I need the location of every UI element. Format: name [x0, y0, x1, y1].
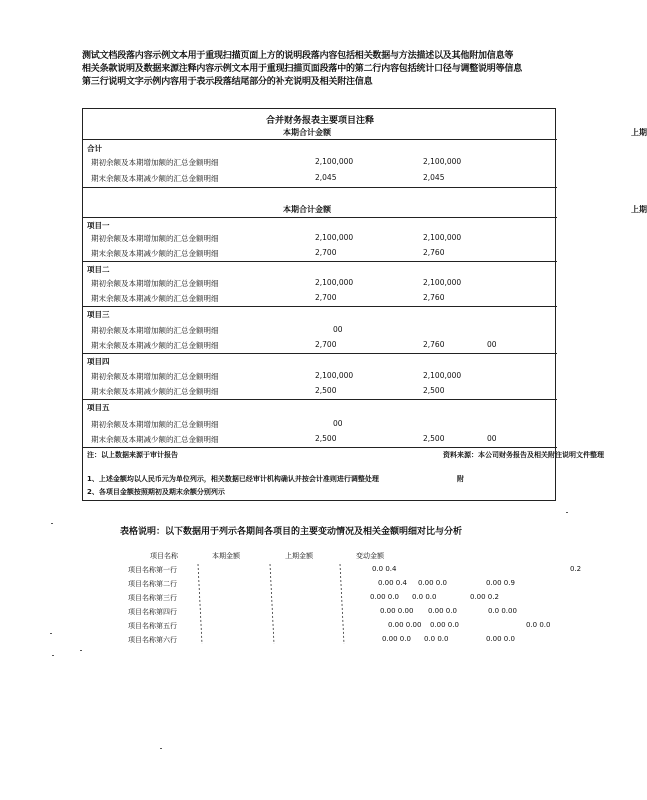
- row-label: 期末余额及本期减少额的汇总金额明细: [91, 341, 219, 350]
- scan-speck: [80, 650, 82, 651]
- scan-speck: [52, 655, 54, 656]
- section-label: 合计: [87, 144, 102, 153]
- divider: [83, 306, 557, 307]
- row-label: 期初余额及本期增加额的汇总金额明细: [91, 234, 219, 243]
- row-value: 00: [487, 434, 497, 443]
- row-label: 期初余额及本期增加额的汇总金额明细: [91, 158, 219, 167]
- divider: [83, 139, 557, 140]
- scan-speck: [160, 748, 162, 749]
- row-value: 2,500: [423, 434, 445, 443]
- mini-cell: 0.00 0.0: [382, 635, 411, 643]
- mini-row-label: 项目名称第一行: [128, 566, 177, 574]
- row-value: 2,100,000: [423, 157, 462, 166]
- scan-mark: [270, 564, 274, 644]
- row-value: 2,760: [423, 340, 445, 349]
- row-value: 00: [333, 325, 343, 334]
- mini-row-label: 项目名称第二行: [128, 580, 177, 588]
- table-note: 2、各项目金额按照期初及期末余额分别列示: [87, 488, 225, 496]
- mini-cell: 0.00 0.0: [430, 621, 459, 629]
- mini-cell: 0.00 0.0: [428, 607, 457, 615]
- mini-cell: 0.0 0.0: [412, 593, 437, 601]
- column-header-current: 本期合计金额: [283, 128, 331, 137]
- column-header-current: 本期合计金额: [283, 205, 331, 214]
- mini-cell: 0.00 0.00: [380, 607, 414, 615]
- column-header-prior: 上期: [631, 128, 647, 137]
- mini-cell: 0.00 0.0: [418, 579, 447, 587]
- row-label: 期末余额及本期减少额的汇总金额明细: [91, 294, 219, 303]
- intro-line: 第三行说明文字示例内容用于表示段落结尾部分的补充说明及相关附注信息: [82, 77, 373, 87]
- row-value: 2,700: [315, 248, 337, 257]
- divider: [83, 187, 557, 188]
- mini-cell: 0.00 0.2: [470, 593, 499, 601]
- row-value: 00: [333, 419, 343, 428]
- mini-cell: 0.00 0.0: [486, 635, 515, 643]
- mini-cell: 0.0 0.0: [526, 621, 551, 629]
- mini-cell: 0.2: [570, 565, 582, 573]
- table-source: 资料来源：本公司财务报告及相关附注说明文件整理: [443, 451, 604, 459]
- scan-speck: [51, 523, 53, 524]
- divider: [83, 217, 557, 218]
- table-note-mark: 附: [457, 475, 464, 483]
- row-value: 2,100,000: [315, 278, 354, 287]
- table-title: 合并财务报表主要项目注释: [265, 116, 374, 126]
- row-value: 2,500: [423, 386, 445, 395]
- row-value: 2,700: [315, 293, 337, 302]
- mini-cell: 0.00 0.9: [486, 579, 515, 587]
- table-footnote: 注：以上数据来源于审计报告: [87, 451, 178, 459]
- group-label: 项目四: [87, 357, 110, 366]
- divider: [83, 261, 557, 262]
- scan-speck: [566, 512, 568, 513]
- mini-row-label: 项目名称第三行: [128, 594, 177, 602]
- row-label: 期初余额及本期增加额的汇总金额明细: [91, 372, 219, 381]
- mini-cell: 0.0 0.4: [372, 565, 397, 573]
- intro-line: 相关条款说明及数据来源注释内容示例文本用于重现扫描页面段落中的第二行内容包括统计口径与调整说明等信息: [82, 64, 523, 74]
- mini-row-label: 项目名称第四行: [128, 608, 177, 616]
- row-value: 2,100,000: [315, 157, 354, 166]
- scan-mark: [198, 564, 202, 644]
- mini-header: 项目名称: [150, 552, 178, 560]
- row-value: 2,100,000: [423, 233, 462, 242]
- mini-header: 本期金额: [212, 552, 240, 560]
- row-label: 期初余额及本期增加额的汇总金额明细: [91, 420, 219, 429]
- mini-row-label: 项目名称第六行: [128, 636, 177, 644]
- row-value: 2,045: [423, 173, 445, 182]
- mini-header: 上期金额: [285, 552, 313, 560]
- financial-table: [82, 108, 647, 501]
- row-label: 期末余额及本期减少额的汇总金额明细: [91, 387, 219, 396]
- row-label: 期末余额及本期减少额的汇总金额明细: [91, 174, 219, 183]
- group-label: 项目一: [87, 221, 110, 230]
- mini-cell: 0.0 0.0: [424, 635, 449, 643]
- scan-mark: [340, 564, 344, 644]
- scan-speck: [50, 633, 52, 634]
- mini-cell: 0.00 0.0: [370, 593, 399, 601]
- mini-cell: 0.00 0.4: [378, 579, 407, 587]
- row-value: 2,500: [315, 434, 337, 443]
- group-label: 项目三: [87, 310, 110, 319]
- row-value: 2,760: [423, 248, 445, 257]
- divider: [83, 353, 557, 354]
- row-value: 2,100,000: [423, 371, 462, 380]
- row-value: 2,100,000: [423, 278, 462, 287]
- row-label: 期初余额及本期增加额的汇总金额明细: [91, 279, 219, 288]
- group-label: 项目五: [87, 403, 110, 412]
- mini-cell: 0.00 0.00: [388, 621, 422, 629]
- row-value: 2,045: [315, 173, 337, 182]
- intro-line: 测试文档段落内容示例文本用于重现扫描页面上方的说明段落内容包括相关数据与方法描述以及其他附加信息等: [82, 51, 514, 61]
- intro-paragraph: [82, 50, 616, 89]
- divider: [83, 399, 557, 400]
- row-value: 2,100,000: [315, 233, 354, 242]
- mini-cell: 0.0 0.00: [488, 607, 517, 615]
- row-value: 00: [487, 340, 497, 349]
- row-value: 2,700: [315, 340, 337, 349]
- row-value: 2,100,000: [315, 371, 354, 380]
- row-label: 期末余额及本期减少额的汇总金额明细: [91, 249, 219, 258]
- row-label: 期末余额及本期减少额的汇总金额明细: [91, 435, 219, 444]
- divider: [83, 447, 557, 448]
- table-note: 1、上述金额均以人民币元为单位列示，相关数据已经审计机构确认并按会计准则进行调整处理: [87, 475, 379, 483]
- group-label: 项目二: [87, 265, 110, 274]
- row-value: 2,500: [315, 386, 337, 395]
- row-value: 2,760: [423, 293, 445, 302]
- row-label: 期初余额及本期增加额的汇总金额明细: [91, 326, 219, 335]
- mini-row-label: 项目名称第五行: [128, 622, 177, 630]
- section-caption: 表格说明：以下数据用于列示各期间各项目的主要变动情况及相关金额明细对比与分析: [120, 527, 463, 537]
- column-header-prior: 上期: [631, 205, 647, 214]
- mini-header: 变动金额: [356, 552, 384, 560]
